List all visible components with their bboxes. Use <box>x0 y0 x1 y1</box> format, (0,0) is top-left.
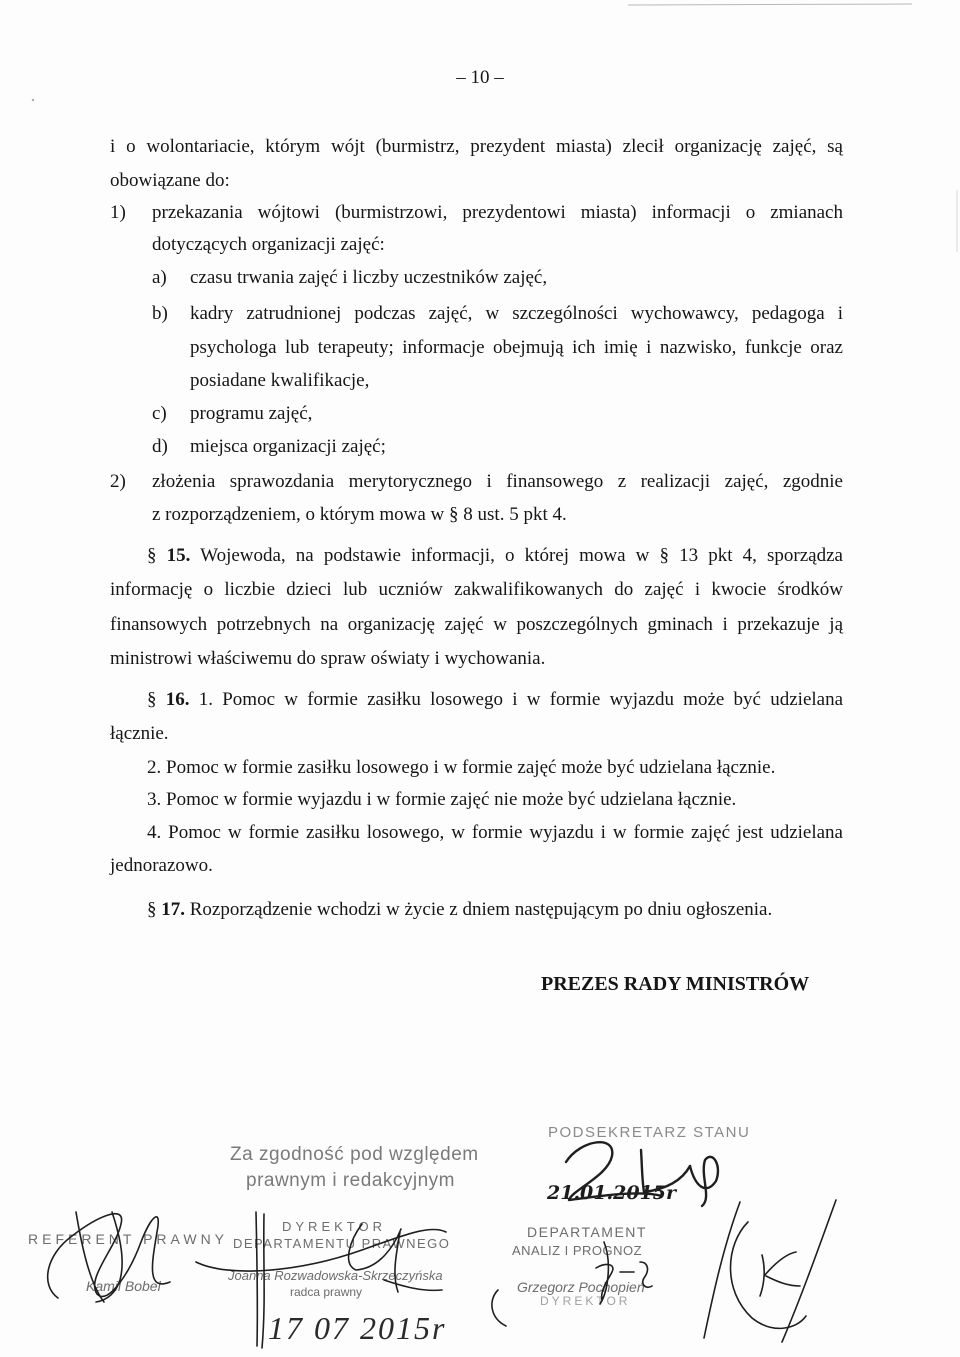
intro-line: obowiązane do: <box>110 170 230 191</box>
section-number: 15. <box>166 545 191 566</box>
analysis-stamp-department: DEPARTAMENT <box>527 1224 647 1240</box>
legal-director-stamp-title: DYREKTOR <box>282 1219 386 1234</box>
section-16-line: jednorazowo. <box>110 855 213 876</box>
section-17-line <box>147 898 772 922</box>
handwritten-date: 17 07 2015r <box>268 1310 447 1346</box>
legal-director-stamp-role: radca prawny <box>290 1285 363 1299</box>
section-16-point: 3. Pomoc w formie wyjazdu i w formie zajęć nie może być udzielana łącznie. <box>147 789 737 810</box>
list-item-line: z rozporządzeniem, o którym mowa w § 8 ust. 5 pkt 4. <box>152 504 567 525</box>
signature-stroke <box>782 1200 836 1342</box>
sublist-marker: c) <box>152 403 167 424</box>
sublist-item-line: psychologa lub terapeuty; informacje obejmują ich imię i nazwisko, funkcje oraz <box>190 337 843 358</box>
section-15-line: finansowych potrzebnych na organizację zajęć w poszczególnych gminach i przekazuje ją <box>110 614 843 635</box>
signature-stroke <box>690 1157 718 1206</box>
referent-stamp-name: Kamil Bobel <box>86 1278 161 1294</box>
intro-line: i o wolontariacie, którym wójt (burmistrz, prezydent miasta) zlecił organizację zajęć, są <box>110 136 843 157</box>
legal-director-stamp-name: Joanna Rozwadowska-Skrzeczyńska <box>228 1268 443 1283</box>
signature-stroke <box>704 1202 740 1338</box>
legal-director-stamp-department: DEPARTAMENTU PRAWNEGO <box>233 1236 451 1251</box>
list-item-line: przekazania wójtowi (burmistrzowi, prezydentowi miasta) informacji o zmianach <box>152 202 843 223</box>
sublist-marker: b) <box>152 303 168 324</box>
scan-artifact-line <box>628 4 912 5</box>
scan-artifact-dot <box>32 99 34 101</box>
section-15-first-line <box>147 544 843 568</box>
list-marker: 1) <box>110 202 126 223</box>
minister-initials-signature <box>704 1200 836 1342</box>
section-text: Rozporządzenie wchodzi w życie z dniem następującym po dniu ogłoszenia. <box>189 899 773 920</box>
sublist-marker: d) <box>152 436 168 457</box>
section-16-line: łącznie. <box>110 723 169 744</box>
sublist-item-line: posiadane kwalifikacje, <box>190 370 370 391</box>
analysis-stamp-title: DYREKTOR <box>540 1294 631 1308</box>
section-15-line: informację o liczbie dzieci lub uczniów zakwalifikowanych do zajęć i kwocie środków <box>110 579 843 600</box>
list-item-line: dotyczących organizacji zajęć: <box>152 234 385 255</box>
sublist-item-line: programu zajęć, <box>190 403 313 424</box>
section-text: 1. Pomoc w formie zasiłku losowego i w formie wyjazdu może być udzielana <box>198 689 844 710</box>
section-number: 17. <box>161 899 185 920</box>
section-16-first-line <box>147 688 843 712</box>
handwritten-date: 21.01.2015r <box>547 1182 677 1204</box>
signature-stroke <box>731 1222 807 1328</box>
section-sign: § <box>147 689 157 710</box>
page-number: – 10 – <box>456 67 504 88</box>
list-item-line: złożenia sprawozdania merytorycznego i finansowego z realizacji zajęć, zgodnie <box>152 471 843 492</box>
legal-approval-stamp-line: Za zgodność pod względem <box>230 1144 479 1165</box>
legal-approval-stamp-line: prawnym i redakcyjnym <box>246 1170 455 1191</box>
sublist-marker: a) <box>152 267 167 288</box>
signature-stroke <box>492 1290 506 1326</box>
sublist-item-line: miejsca organizacji zajęć; <box>190 436 386 457</box>
section-number: 16. <box>165 689 190 710</box>
list-marker: 2) <box>110 471 126 492</box>
sublist-item-line: czasu trwania zajęć i liczby uczestników zajęć, <box>190 267 548 288</box>
section-16-point: 4. Pomoc w formie zasiłku losowego, w formie wyjazdu i w formie zajęć jest udzielana <box>147 822 843 843</box>
section-sign: § <box>147 545 157 566</box>
analysis-stamp-name: Grzegorz Pochopień <box>517 1279 645 1295</box>
signatory-title: PREZES RADY MINISTRÓW <box>541 973 810 995</box>
section-sign: § <box>147 899 157 920</box>
signature-stroke <box>766 1276 800 1286</box>
section-text: Wojewoda, na podstawie informacji, o której mowa w § 13 pkt 4, sporządza <box>200 545 843 566</box>
sublist-item-line: kadry zatrudnionej podczas zajęć, w szczególności wychowawcy, pedagoga i <box>190 303 843 324</box>
signature-stroke <box>764 1252 796 1276</box>
section-15-line: ministrowi właściwemu do spraw oświaty i wychowania. <box>110 648 546 669</box>
referent-stamp-title: REFERENT PRAWNY <box>28 1231 229 1247</box>
undersecretary-stamp-title: PODSEKRETARZ STANU <box>548 1124 751 1141</box>
signature-stroke <box>760 1255 764 1296</box>
analysis-stamp-department: ANALIZ I PROGNOZ <box>512 1243 643 1258</box>
section-16-point: 2. Pomoc w formie zasiłku losowego i w formie zajęć może być udzielana łącznie. <box>147 757 776 778</box>
